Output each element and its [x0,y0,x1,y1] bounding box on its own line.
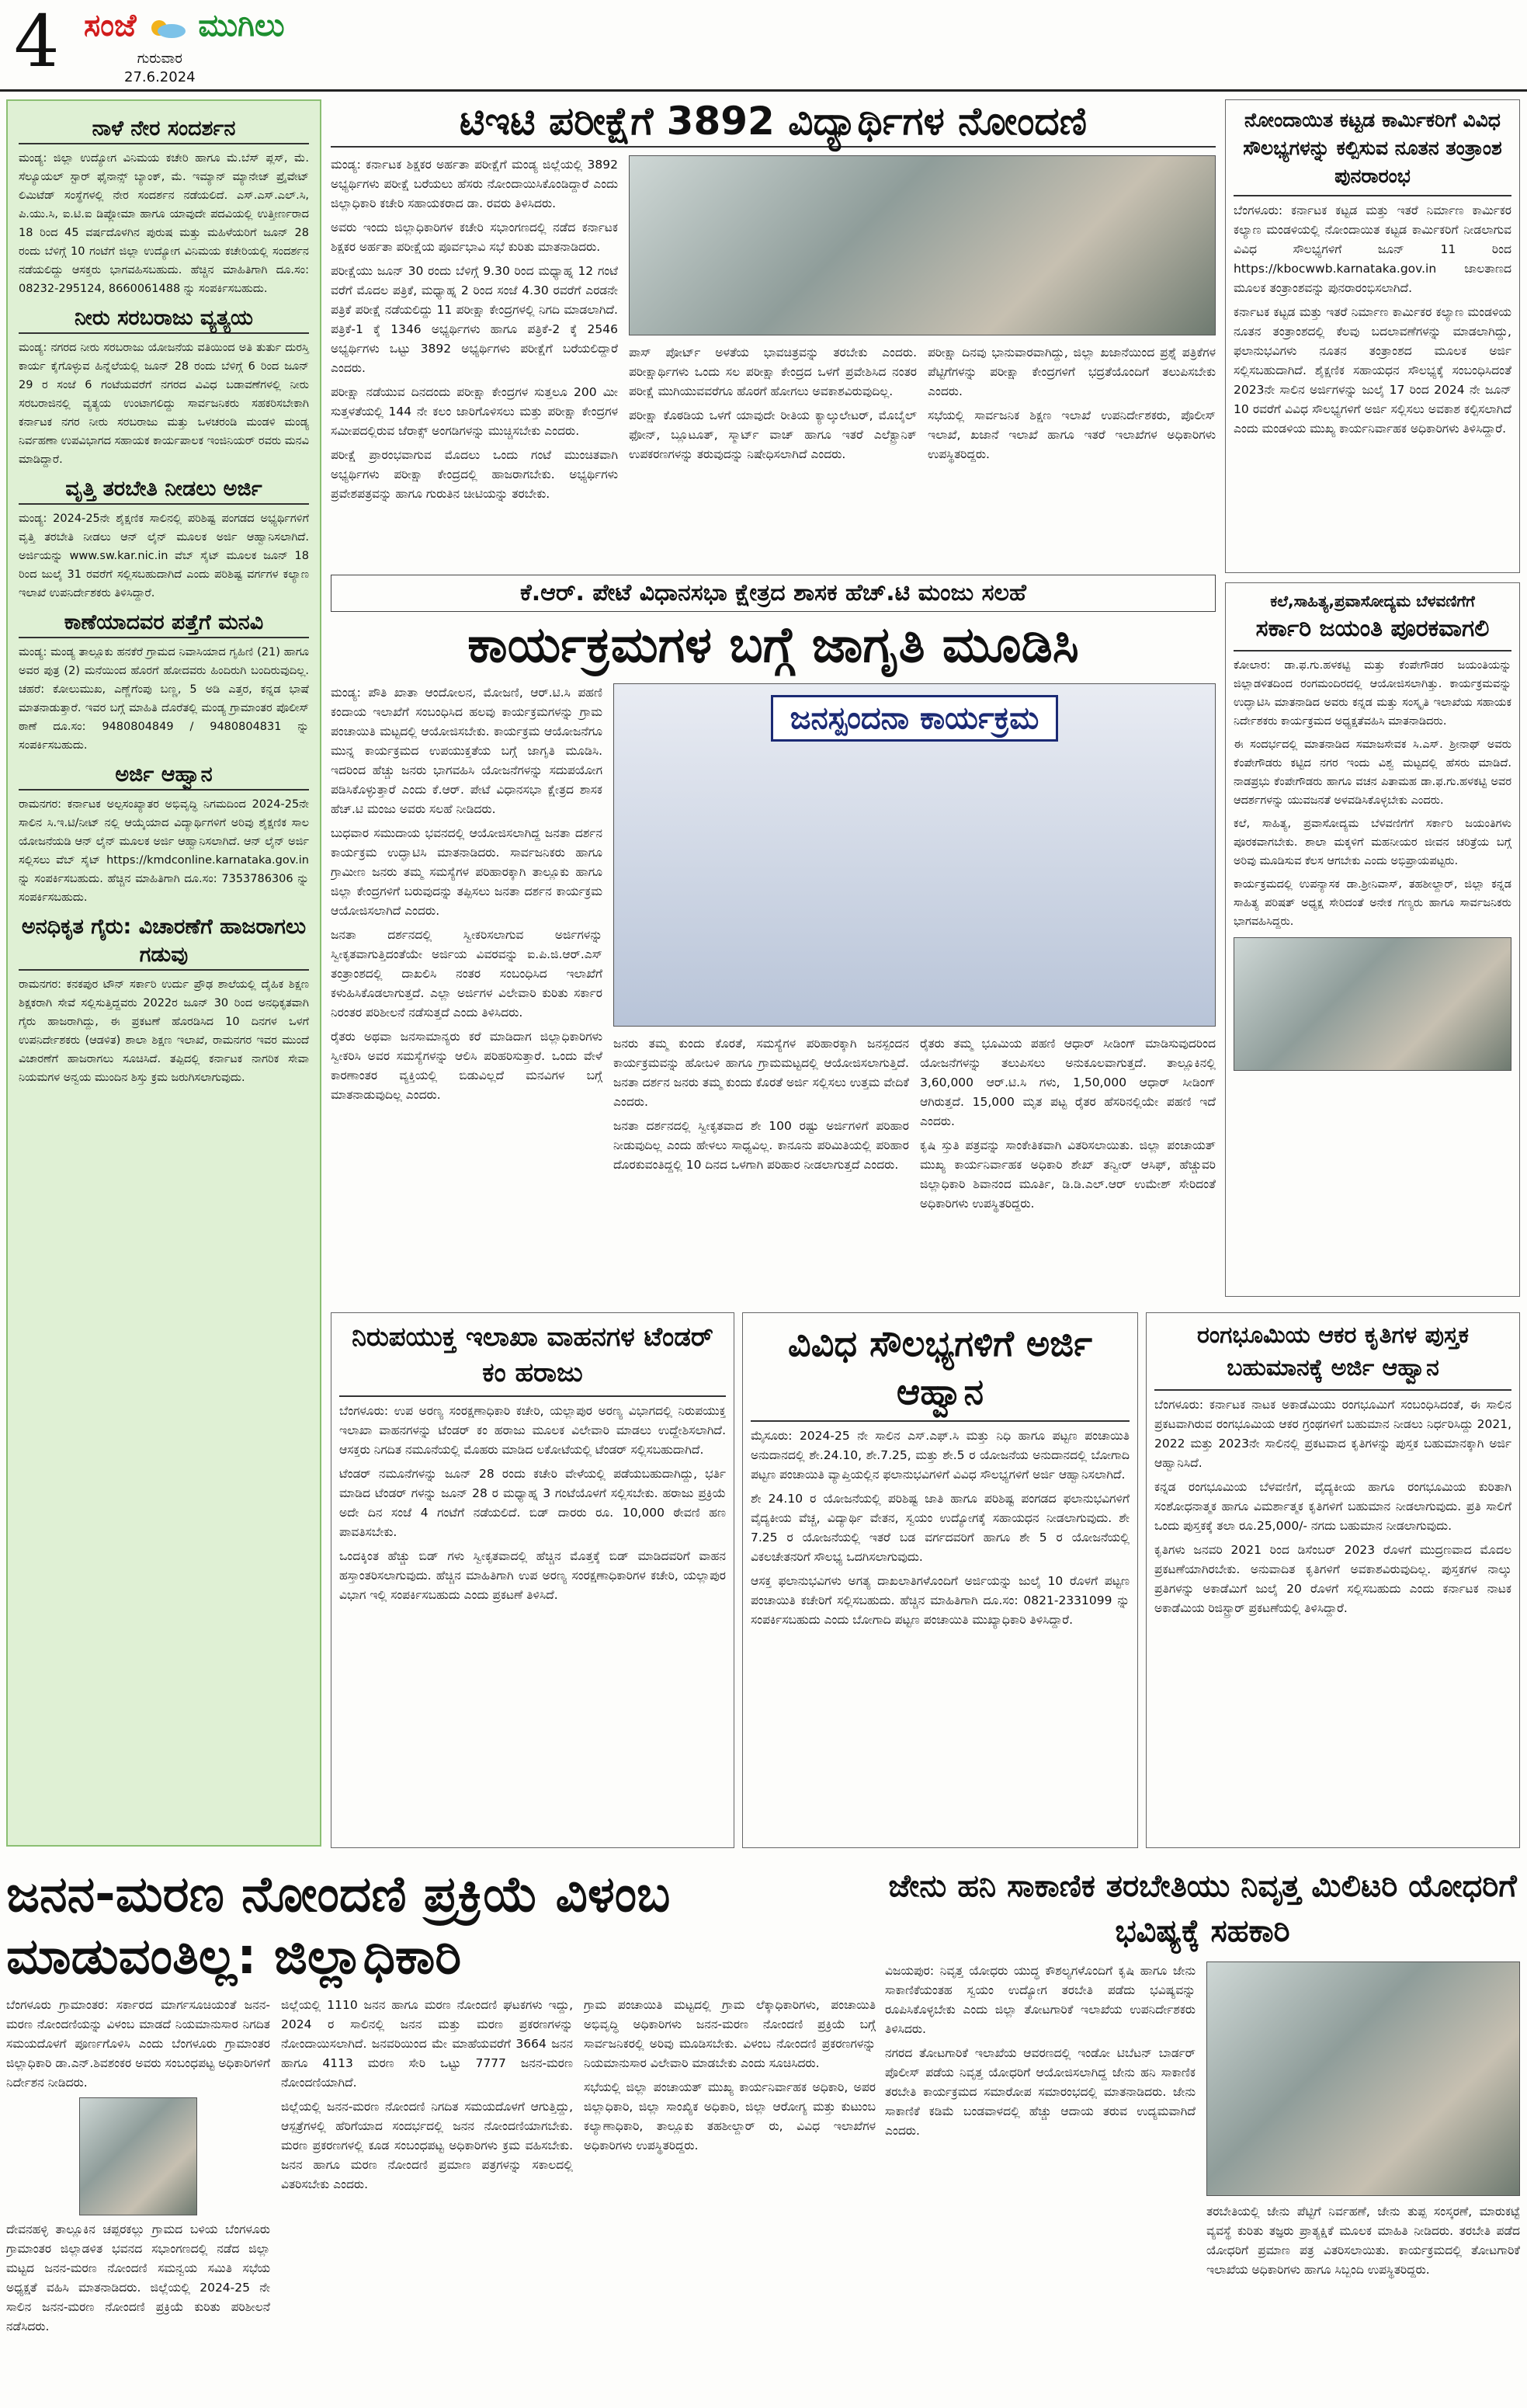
article-birth-death [6,1864,876,2399]
masthead-dateline [124,50,196,87]
article-paragraph: ಪರೀಕ್ಷಾ ಕೊಠಡಿಯ ಒಳಗೆ ಯಾವುದೇ ರೀತಿಯ ಕ್ಯಾಲ್ಕುಲೇಟರ್, ಮೊಬೈಲ್ ಫೋನ್, ಬ್ಲೂಟೂತ್, ಸ್ಮಾರ್ಟ್ ವಾಚ್ ಹಾಗೂ ಇತರೆ ಎಲೆಕ್ಟ್ರಾನಿಕ್ ಉಪಕರಣಗಳನ್ನು ತರುವುದನ್ನು ನಿಷೇಧಿಸಲಾಗಿದೆ ಎಂದರು. [629,408,917,461]
article-paragraph: ಗ್ರಾಮ ಪಂಚಾಯಿತಿ ಮಟ್ಟದಲ್ಲಿ ಗ್ರಾಮ ಲೆಕ್ಕಾಧಿಕಾರಿಗಳು, ಪಂಚಾಯಿತಿ ಅಭಿವೃದ್ಧಿ ಅಧಿಕಾರಿಗಳು ಜನನ-ಮರಣ ನೋಂದಣಿ ಪ್ರಕ್ರಿಯೆ ಬಗ್ಗೆ ಸಾರ್ವಜನಿಕರಲ್ಲಿ ಅರಿವು ಮೂಡಿಸಬೇಕು. ವಿಳಂಬ ನೋಂದಣಿ ಪ್ರಕರಣಗಳನ್ನು ನಿಯಮಾನುಸಾರ ವಿಲೇವಾರಿ ಮಾಡಬೇಕು ಎಂದು ಸೂಚಿಸಿದರು. [584,1998,876,2070]
brief-item [19,475,309,603]
brief-body: ರಾಮನಗರ: ಕರ್ನಾಟಕ ಅಲ್ಪಸಂಖ್ಯಾತರ ಅಭಿವೃದ್ಧಿ ನಿಗಮದಿಂದ 2024-25ನೇ ಸಾಲಿನ ಸಿ.ಇ.ಟಿ/ನೀಟ್ ನಲ್ಲಿ ಆಯ್ಕೆಯಾದ ವಿದ್ಯಾರ್ಥಿಗಳಿಗೆ ಅರಿವು ಶೈಕ್ಷಣಿಕ ಸಾಲ ಯೋಜನೆಯಡಿ ಆನ್ ಲೈನ್ ಮೂಲಕ ಅರ್ಜಿ ಆಹ್ವಾನಿಸಲಾಗಿದೆ. ಆನ್ ಲೈನ್ ಅರ್ಜಿ ಸಲ್ಲಿಸಲು ವೆಬ್ ಸೈಟ್ https://kmdconline.karnataka.gov.in ನ್ನು ಸಂಪರ್ಕಿಸಬಹುದು. ಹೆಚ್ಚಿನ ಮಾಹಿತಿಗಾಗಿ ದೂ.ಸಂ: 7353786306 ನ್ನು ಸಂಪರ್ಕಿಸಬಹುದು. [19,798,309,904]
article-tet [331,96,1216,562]
rule [339,1395,726,1397]
brief-title: ಅನಧಿಕೃತ ಗೈರು: ವಿಚಾರಣೆಗೆ ಹಾಜರಾಗಲು ಗಡುವು [19,913,309,971]
article-paragraph: ತರಬೇತಿಯಲ್ಲಿ ಜೇನು ಪೆಟ್ಟಿಗೆ ನಿರ್ವಹಣೆ, ಜೇನು ತುಪ್ಪ ಸಂಸ್ಕರಣೆ, ಮಾರುಕಟ್ಟೆ ವ್ಯವಸ್ಥೆ ಕುರಿತು ತಜ್ಞರು ಪ್ರಾತ್ಯಕ್ಷಿಕೆ ಮೂಲಕ ಮಾಹಿತಿ ನೀಡಿದರು. ತರಬೇತಿ ಪಡೆದ ಯೋಧರಿಗೆ ಪ್ರಮಾಣ ಪತ್ರ ವಿತರಿಸಲಾಯಿತು. ಕಾರ್ಯಕ್ರಮದಲ್ಲಿ ತೋಟಗಾರಿಕೆ ಇಲಾಖೆಯ ಅಧಿಕಾರಿಗಳು ಹಾಗೂ ಸಿಬ್ಬಂದಿ ಉಪಸ್ಥಿತರಿದ್ದರು. [1206,2205,1520,2277]
article-paragraph: ಆಸಕ್ತ ಫಲಾನುಭವಿಗಳು ಅಗತ್ಯ ದಾಖಲಾತಿಗಳೊಂದಿಗೆ ಅರ್ಜಿಯನ್ನು ಜುಲೈ 10 ರೊಳಗೆ ಪಟ್ಟಣ ಪಂಚಾಯಿತಿ ಕಚೇರಿಗೆ ಸಲ್ಲಿಸಬಹುದು. ಹೆಚ್ಚಿನ ಮಾಹಿತಿಗಾಗಿ ದೂ.ಸಂ: 0821-2331099 ನ್ನು ಸಂಪರ್ಕಿಸಬಹುದು ಎಂದು ಬೋಗಾದಿ ಪಟ್ಟಣ ಪಂಚಾಯಿತಿ ಮುಖ್ಯಾಧಿಕಾರಿ ತಿಳಿಸಿದ್ದಾರೆ. [751,1574,1130,1627]
article-paragraph: ಮಂಡ್ಯ: ಪೌತಿ ಖಾತಾ ಆಂದೋಲನ, ಮೋಜಣಿ, ಆರ್.ಟಿ.ಸಿ ಪಹಣಿ ಕಂದಾಯ ಇಲಾಖೆಗೆ ಸಂಬಂಧಿಸಿದ ಹಲವು ಕಾರ್ಯಕ್ರಮಗಳನ್ನು ಗ್ರಾಮ ಪಂಚಾಯಿತಿ ಮಟ್ಟದಲ್ಲಿ ಆಯೋಜಿಸಬೇಕು. ಕಾರ್ಯಕ್ರಮ ಆಯೋಜನೆಗೂ ಮುನ್ನ ಕಾರ್ಯಕ್ರಮದ ಉಪಯುಕ್ತತೆಯ ಬಗ್ಗೆ ಜಾಗೃತಿ ಮೂಡಿಸಿ. ಇದರಿಂದ ಹೆಚ್ಚು ಜನರು ಭಾಗವಹಿಸಿ ಯೋಜನೆಗಳನ್ನು ಸದುಪಯೋಗ ಪಡಿಸಿಕೊಳ್ಳುತ್ತಾರೆ ಎಂದು ಕೆ.ಆರ್. ಪೇಟೆ ವಿಧಾನಸಭಾ ಕ್ಷೇತ್ರದ ಶಾಸಕ ಹೆಚ್.ಟಿ ಮಂಜು ಅವರು ಸಲಹೆ ನೀಡಿದರು. [331,686,602,816]
article-paragraph: ಸಭೆಯಲ್ಲಿ ಸಾರ್ವಜನಿಕ ಶಿಕ್ಷಣ ಇಲಾಖೆ ಉಪನಿರ್ದೇಶಕರು, ಪೊಲೀಸ್ ಇಲಾಖೆ, ಖಜಾನೆ ಇಲಾಖೆ ಹಾಗೂ ಇತರೆ ಇಲಾಖೆಗಳ ಅಧಿಕಾರಿಗಳು ಉಪಸ್ಥಿತರಿದ್ದರು. [928,408,1216,461]
article-jayanti [1225,582,1520,1297]
logo-word-left: ಸಂಜೆ [84,8,137,43]
rule [1234,195,1511,196]
article-paragraph: ರೈತರು ತಮ್ಮ ಭೂಮಿಯ ಪಹಣಿ ಆಧಾರ್ ಸೀಡಿಂಗ್ ಮಾಡಿಸುವುದರಿಂದ ಯೋಜನೆಗಳನ್ನು ತಲುಪಿಸಲು ಅನುಕೂಲವಾಗುತ್ತದೆ. ತಾಲ್ಲೂಕಿನಲ್ಲಿ 3,60,000 ಆರ್.ಟಿ.ಸಿ ಗಳು, 1,50,000 ಆಧಾರ್ ಸೀಡಿಂಗ್ ಆಗಿರುತ್ತದೆ. 15,000 ಮೃತ ಪಟ್ಟ ರೈತರ ಹೆಸರಿನಲ್ಲಿಯೇ ಪಹಣಿ ಇದೆ ಎಂದರು. [920,1037,1216,1128]
article-tender [331,1312,734,1848]
collector-portrait [79,2097,197,2215]
article-headline: ವಿವಿಧ ಸೌಲಭ್ಯಗಳಿಗೆ ಅರ್ಜಿ ಆಹ್ವಾನ [788,1322,1092,1412]
article-paragraph: ಕಾರ್ಯಕ್ರಮದಲ್ಲಿ ಉಪನ್ಯಾಸಕ ಡಾ.ಶ್ರೀನಿವಾಸ್, ತಹಶೀಲ್ದಾರ್, ಜಿಲ್ಲಾ ಕನ್ನಡ ಸಾಹಿತ್ಯ ಪರಿಷತ್ ಅಧ್ಯಕ್ಷ ಸೇರಿದಂತೆ ಅನೇಕ ಗಣ್ಯರು ಹಾಗೂ ಸಾರ್ವಜನಿಕರು ಭಾಗವಹಿಸಿದ್ದರು. [1234,878,1511,928]
article-paragraph: ಜಿಲ್ಲೆಯಲ್ಲಿ ಜನನ-ಮರಣ ನೋಂದಣಿ ನಿಗದಿತ ಸಮಯದೊಳಗೆ ಆಗುತ್ತಿದ್ದು, ಆಸ್ಪತ್ರೆಗಳಲ್ಲಿ ಹೆರಿಗೆಯಾದ ಸಂದರ್ಭದಲ್ಲಿ ಜನನ ನೋಂದಣಿಯಾಗಬೇಕು. ಮರಣ ಪ್ರಕರಣಗಳಲ್ಲಿ ಕೂಡ ಸಂಬಂಧಪಟ್ಟ ಅಧಿಕಾರಿಗಳು ಕ್ರಮ ವಹಿಸಬೇಕು. ಜನನ ಹಾಗೂ ಮರಣ ನೋಂದಣಿ ಪ್ರಮಾಣ ಪತ್ರಗಳನ್ನು ಸಕಾಲದಲ್ಲಿ ವಿತರಿಸಬೇಕು ಎಂದರು. [281,2100,573,2191]
training-photo [1206,1961,1520,2196]
brief-title: ನಾಳೆ ನೇರ ಸಂದರ್ಶನ [19,115,309,144]
article-headline: ಸರ್ಕಾರಿ ಜಯಂತಿ ಪೂರಕವಾಗಲಿ [1255,615,1490,642]
brief-item [19,115,309,298]
brief-item [19,304,309,469]
event-banner-text: ಜನಸ್ಪಂದನಾ ಕಾರ್ಯಕ್ರಮ [771,695,1059,742]
article-paragraph: ಪರೀಕ್ಷಾ ದಿನವು ಭಾನುವಾರವಾಗಿದ್ದು, ಜಿಲ್ಲಾ ಖಜಾನೆಯಿಂದ ಪ್ರಶ್ನೆ ಪತ್ರಿಕೆಗಳ ಪೆಟ್ಟಿಗೆಗಳನ್ನು ಪರೀಕ್ಷಾ ಕೇಂದ್ರಗಳಿಗೆ ಭದ್ರತೆಯೊಂದಿಗೆ ತಲುಪಿಸಬೇಕು ಎಂದರು. [928,346,1216,398]
article-paragraph: ಮಂಡ್ಯ: ಕರ್ನಾಟಕ ಶಿಕ್ಷಕರ ಅರ್ಹತಾ ಪರೀಕ್ಷೆಗೆ ಮಂಡ್ಯ ಜಿಲ್ಲೆಯಲ್ಲಿ 3892 ಅಭ್ಯರ್ಥಿಗಳು ಪರೀಕ್ಷೆ ಬರೆಯಲು ಹೆಸರು ನೋಂದಾಯಿಸಿಕೊಂಡಿದ್ದಾರೆ ಎಂದು ಜಿಲ್ಲಾಧಿಕಾರಿ ಕಚೇರಿ ಸಹಾಯಕರಾದ ಡಾ. ರವರು ತಿಳಿಸಿದರು. [331,158,618,210]
article-paragraph: ಬೆಂಗಳೂರು ಗ್ರಾಮಾಂತರ: ಸರ್ಕಾರದ ಮಾರ್ಗಸೂಚಿಯಂತೆ ಜನನ-ಮರಣ ನೋಂದಣಿಯನ್ನು ವಿಳಂಬ ಮಾಡದೆ ನಿಯಮಾನುಸಾರ ನಿಗದಿತ ಸಮಯದೊಳಗೆ ಪೂರ್ಣಗೊಳಿಸಿ ಎಂದು ಬೆಂಗಳೂರು ಗ್ರಾಮಾಂತರ ಜಿಲ್ಲಾಧಿಕಾರಿ ಡಾ.ಎನ್.ಶಿವಶಂಕರ ಅವರು ಸಂಬಂಧಪಟ್ಟ ಅಧಿಕಾರಿಗಳಿಗೆ ನಿರ್ದೇಶನ ನೀಡಿದರು. [6,1998,270,2090]
article-paragraph: ಕನ್ನಡ ರಂಗಭೂಮಿಯ ಬೆಳವಣಿಗೆ, ವೈದ್ಯಕೀಯ ಹಾಗೂ ರಂಗಭೂಮಿಯ ಕುರಿತಾಗಿ ಸಂಶೋಧನಾತ್ಮಕ ಹಾಗೂ ವಿಮರ್ಶಾತ್ಮಕ ಕೃತಿಗಳಿಗೆ ಬಹುಮಾನ ನೀಡಲಾಗುವುದು. ಪ್ರತಿ ಸಾಲಿಗೆ ಒಂದು ಪುಸ್ತಕಕ್ಕೆ ತಲಾ ರೂ.25,000/- ನಗದು ಬಹುಮಾನ ನೀಡಲಾಗುವುದು. [1154,1480,1511,1533]
article-paragraph: ಜನತಾ ದರ್ಶನದಲ್ಲಿ ಸ್ವೀಕೃತವಾದ ಶೇ 100 ರಷ್ಟು ಅರ್ಜಿಗಳಿಗೆ ಪರಿಹಾರ ನೀಡುವುದಿಲ್ಲ ಎಂದು ಹೇಳಲು ಸಾಧ್ಯವಿಲ್ಲ. ಕಾನೂನು ಪರಿಮಿತಿಯಲ್ಲಿ ಪರಿಹಾರ ದೊರಕುವಂತಿದ್ದಲ್ಲಿ 10 ದಿನದ ಒಳಗಾಗಿ ಪರಿಹಾರ ನೀಡಲಾಗುತ್ತದೆ ಎಂದರು. [613,1119,909,1172]
article-paragraph: ದೇವನಹಳ್ಳಿ ತಾಲ್ಲೂಕಿನ ಚಪ್ಪರಕಲ್ಲು ಗ್ರಾಮದ ಬಳಿಯ ಬೆಂಗಳೂರು ಗ್ರಾಮಾಂತರ ಜಿಲ್ಲಾಡಳಿತ ಭವನದ ಸಭಾಂಗಣದಲ್ಲಿ ನಡೆದ ಜಿಲ್ಲಾ ಮಟ್ಟದ ಜನನ-ಮರಣ ನೋಂದಣಿ ಸಮನ್ವಯ ಸಮಿತಿ ಸಭೆಯ ಅಧ್ಯಕ್ಷತೆ ವಹಿಸಿ ಮಾತನಾಡಿದರು. ಜಿಲ್ಲೆಯಲ್ಲಿ 2024-25 ನೇ ಸಾಲಿನ ಜನನ-ಮರಣ ನೋಂದಣಿ ಪ್ರಕ್ರಿಯೆ ಕುರಿತು ಪರಿಶೀಲನೆ ನಡೆಸಿದರು. [6,2222,270,2333]
article-paragraph: ಕೃತಿಗಳು ಜನವರಿ 2021 ರಿಂದ ಡಿಸೆಂಬರ್ 2023 ರೊಳಗೆ ಮುದ್ರಣವಾದ ಮೊದಲ ಪ್ರಕಟಣೆಯಾಗಿರಬೇಕು. ಅನುವಾದಿತ ಕೃತಿಗಳಿಗೆ ಅವಕಾಶವಿರುವುದಿಲ್ಲ. ಪುಸ್ತಕಗಳ ನಾಲ್ಕು ಪ್ರತಿಗಳನ್ನು ಅಕಾಡೆಮಿಗೆ ಜುಲೈ 20 ರೊಳಗೆ ಸಲ್ಲಿಸಬಹುದು ಎಂದು ಕರ್ನಾಟಕ ನಾಟಕ ಅಕಾಡೆಮಿಯ ರಿಜಿಸ್ಟ್ರಾರ್ ಪ್ರಕಟಣೆಯಲ್ಲಿ ತಿಳಿಸಿದ್ದಾರೆ. [1154,1543,1511,1615]
event-photo [613,683,1216,1027]
article-paragraph: ಅವರು ಇಂದು ಜಿಲ್ಲಾಧಿಕಾರಿಗಳ ಕಚೇರಿ ಸಭಾಂಗಣದಲ್ಲಿ ನಡೆದ ಕರ್ನಾಟಕ ಶಿಕ್ಷಕರ ಅರ್ಹತಾ ಪರೀಕ್ಷೆಯ ಪೂರ್ವಭಾವಿ ಸಭೆ ಕುರಿತು ಮಾತನಾಡಿದರು. [331,221,618,254]
masthead [0,0,1527,92]
brief-item [19,609,309,755]
issue-date: 27.6.2024 [124,69,196,85]
ceremony-photo [1234,937,1511,1071]
brief-title: ಅರ್ಜಿ ಆಹ್ವಾನ [19,761,309,791]
article-paragraph: ವಿಜಯಪುರ: ನಿವೃತ್ತ ಯೋಧರು ಯುದ್ಧ ಕೌಶಲ್ಯಗಳೊಂದಿಗೆ ಕೃಷಿ ಹಾಗೂ ಜೇನು ಸಾಕಾಣಿಕೆಯಂತಹ ಸ್ವಯಂ ಉದ್ಯೋಗ ತರಬೇತಿ ಪಡೆದು ಭವಿಷ್ಯವನ್ನು ರೂಪಿಸಿಕೊಳ್ಳಬೇಕು ಎಂದು ಜಿಲ್ಲಾ ತೋಟಗಾರಿಕೆ ಇಲಾಖೆಯ ಉಪನಿರ್ದೇಶಕರು ತಿಳಿಸಿದರು. [885,1964,1196,2036]
rule [1234,650,1511,652]
news-briefs-sidebar [6,99,321,1847]
article-headline: ನಿರುಪಯುಕ್ತ ಇಲಾಖಾ ವಾಹನಗಳ ಟೆಂಡರ್ ಕಂ ಹರಾಜು [352,1322,713,1388]
article-kr-pete [331,575,1216,1305]
article-headline: ನೋಂದಾಯಿತ ಕಟ್ಟಡ ಕಾರ್ಮಿಕರಿಗೆ ವಿವಿಧ ಸೌಲಭ್ಯಗಳನ್ನು ಕಲ್ಪಿಸುವ ನೂತನ ತಂತ್ರಾಂಶ ಪುನರಾರಂಭ [1243,109,1502,187]
article-paragraph: ಕೃಷಿ ಸ್ತುತಿ ಪತ್ರವನ್ನು ಸಾಂಕೇತಿಕವಾಗಿ ವಿತರಿಸಲಾಯಿತು. ಜಿಲ್ಲಾ ಪಂಚಾಯತ್ ಮುಖ್ಯ ಕಾರ್ಯನಿರ್ವಾಹಕ ಅಧಿಕಾರಿ ಶೇಖ್ ತನ್ವೀರ್ ಆಸಿಫ್, ಹೆಚ್ಚುವರಿ ಜಿಲ್ಲಾಧಿಕಾರಿ ಶಿವಾನಂದ ಮೂರ್ತಿ, ಡಿ.ಡಿ.ಎಲ್.ಆರ್ ಉಮೇಶ್ ಸೇರಿದಂತೆ ಅಧಿಕಾರಿಗಳು ಉಪಸ್ಥಿತರಿದ್ದರು. [920,1138,1216,1211]
brief-body: ಮಂಡ್ಯ: ಜಿಲ್ಲಾ ಉದ್ಯೋಗ ವಿನಿಮಯ ಕಚೇರಿ ಹಾಗೂ ಮೆ.ಬೆಸ್ ಪ್ಲಸ್, ಮೆ. ಸೆಲ್ಯೂಯಲ್ ಸ್ಟಾರ್ ಫೈನಾನ್ಸ್ ಬ್ಯಾಂಕ್, ಮೆ. ಇಮ್ಯಾನ್ ಮ್ಯಾನೇಜ್ ಪ್ರೈವೇಟ್ ಲಿಮಿಟೆಡ್ ಸಂಸ್ಥೆಗಳಲ್ಲಿ ನೇರ ಸಂದರ್ಶನ ನಡೆಯಲಿದೆ. ಎಸ್.ಎಸ್.ಎಲ್.ಸಿ, ಪಿ.ಯು.ಸಿ, ಐ.ಟಿ.ಐ ಡಿಪ್ಲೋಮಾ ಹಾಗೂ ಯಾವುದೇ ಪದವಿಯಲ್ಲಿ ಉತ್ತೀರ್ಣರಾದ 18 ರಿಂದ 45 ವರ್ಷದೊಳಗಿನ ಪುರುಷ ಮತ್ತು ಮಹಿಳೆಯರಿಗೆ ಜೂನ್ 28 ರಂದು ಬೆಳಿಗ್ಗೆ 10 ಗಂಟೆಗೆ ಜಿಲ್ಲಾ ಉದ್ಯೋಗ ವಿನಿಮಯ ಕಚೇರಿಯಲ್ಲಿ ಸಂದರ್ಶನ ನಡೆಯಲಿದ್ದು ಆಸಕ್ತರು ಭಾಗವಹಿಸಬಹುದು. ಹೆಚ್ಚಿನ ಮಾಹಿತಿಗಾಗಿ ದೂ.ಸಂ: 08232-295124, 8660061488 ನ್ನು ಸಂಪರ್ಕಿಸಬಹುದು. [19,152,309,295]
article-paragraph: ನಗರದ ತೋಟಗಾರಿಕೆ ಇಲಾಖೆಯ ಆವರಣದಲ್ಲಿ ಇಂಡೋ ಟಿಬೆಟನ್ ಬಾರ್ಡರ್ ಪೊಲೀಸ್ ಪಡೆಯ ನಿವೃತ್ತ ಯೋಧರಿಗೆ ಆಯೋಜಿಸಲಾಗಿದ್ದ ಜೇನು ಹನಿ ಸಾಕಾಣಿಕ ತರಬೇತಿ ಕಾರ್ಯಕ್ರಮದ ಸಮಾರೋಪ ಸಮಾರಂಭದಲ್ಲಿ ಮಾತನಾಡಿದರು. ಜೇನು ಸಾಕಾಣಿಕೆ ಕಡಿಮೆ ಬಂಡವಾಳದಲ್ಲಿ ಹೆಚ್ಚು ಆದಾಯ ತರುವ ಉದ್ಯಮವಾಗಿದೆ ಎಂದರು. [885,2046,1196,2138]
logo-word-right: ಮುಗಿಲು [198,8,285,43]
newspaper-logo [84,6,317,45]
article-headline: ರಂಗಭೂಮಿಯ ಆಕರ ಕೃತಿಗಳ ಪುಸ್ತಕ ಬಹುಮಾನಕ್ಕೆ ಅರ್ಜಿ ಆಹ್ವಾನ [1196,1322,1470,1381]
article-paragraph: ಜನತಾ ದರ್ಶನದಲ್ಲಿ ಸ್ವೀಕರಿಸಲಾಗುವ ಅರ್ಜಿಗಳನ್ನು ಸ್ವೀಕೃತವಾಗುತ್ತಿದಂತೆಯೇ ಅರ್ಜಿಯ ವಿವರವನ್ನು ಐ.ಪಿ.ಜಿ.ಆರ್.ಎಸ್ ತಂತ್ರಾಂಶದಲ್ಲಿ ದಾಖಲಿಸಿ ನಂತರ ಸಂಬಂಧಿಸಿದ ಇಲಾಖೆಗೆ ಕಳುಹಿಸಿಕೊಡಲಾಗುತ್ತದೆ. ಎಲ್ಲಾ ಅರ್ಜಿಗಳ ವಿಲೇವಾರಿ ಕುರಿತು ಸರ್ಕಾರ ನಿರಂತರ ಪರಿಶೀಲನೆ ನಡೆಸುತ್ತದೆ ಎಂದು ತಿಳಿಸಿದರು. [331,928,602,1020]
brief-body: ಮಂಡ್ಯ: 2024-25ನೇ ಶೈಕ್ಷಣಿಕ ಸಾಲಿನಲ್ಲಿ ಪರಿಶಿಷ್ಟ ಪಂಗಡದ ಅಭ್ಯರ್ಥಿಗಳಿಗೆ ವೃತ್ತಿ ತರಬೇತಿ ನೀಡಲು ಆನ್ ಲೈನ್ ಮೂಲಕ ಅರ್ಜಿ ಆಹ್ವಾನಿಸಲಾಗಿದೆ. ಅರ್ಜಿಯನ್ನು www.sw.kar.nic.in ವೆಬ್ ಸೈಟ್ ಮೂಲಕ ಜೂನ್ 18 ರಿಂದ ಜುಲೈ 31 ರವರೆಗೆ ಸಲ್ಲಿಸಬಹುದಾಗಿದೆ ಎಂದು ಪರಿಶಿಷ್ಟ ವರ್ಗಗಳ ಕಲ್ಯಾಣ ಇಲಾಖೆ ಉಪನಿರ್ದೇಶಕರು ತಿಳಿಸಿದ್ದಾರೆ. [19,513,309,599]
weekday: ಗುರುವಾರ [137,50,182,67]
page-number: 4 [14,0,60,83]
brief-title: ವೃತ್ತಿ ತರಬೇತಿ ನೀಡಲು ಅರ್ಜಿ [19,475,309,505]
brief-item [19,913,309,1087]
article-paragraph: ಕೋಲಾರ: ಡಾ.ಫ.ಗು.ಹಳಕಟ್ಟಿ ಮತ್ತು ಕೆಂಪೇಗೌಡರ ಜಯಂತಿಯನ್ನು ಜಿಲ್ಲಾಡಳಿತದಿಂದ ರಂಗಮಂದಿರದಲ್ಲಿ ಆಯೋಜಿಸಲಾಗಿತ್ತು. ಕಾರ್ಯಕ್ರಮವನ್ನು ಉದ್ಘಾಟಿಸಿ ಮಾತನಾಡಿದ ಅವರು ಕನ್ನಡ ಮತ್ತು ಸಂಸ್ಕೃತಿ ಇಲಾಖೆಯ ಸಹಾಯಕ ನಿರ್ದೇಶಕರು ಕಾರ್ಯಕ್ರಮದ ಅಧ್ಯಕ್ಷತೆವಹಿಸಿ ಮಾತನಾಡಿದರು. [1234,659,1511,728]
article-welfare [1225,99,1520,573]
article-paragraph: ಬೆಂಗಳೂರು: ಕರ್ನಾಟಕ ಕಟ್ಟಡ ಮತ್ತು ಇತರೆ ನಿರ್ಮಾಣ ಕಾರ್ಮಿಕರ ಕಲ್ಯಾಣ ಮಂಡಳಿಯಲ್ಲಿ ನೋಂದಾಯಿತ ಕಟ್ಟಡ ಕಾರ್ಮಿಕರಿಗೆ ನೀಡಲಾಗುವ ವಿವಿಧ ಸೌಲಭ್ಯಗಳಿಗೆ ಜೂನ್ 11 ರಿಂದ https://kbocwwb.karnataka.gov.in ಜಾಲತಾಣದ ಮೂಲಕ ತಂತ್ರಾಂಶವನ್ನು ಪುನರಾರಂಭಿಸಲಾಗಿದೆ. [1234,203,1511,295]
rule [331,146,1216,148]
article-paragraph: ಪಾಸ್ ಪೋರ್ಟ್ ಅಳತೆಯ ಭಾವಚಿತ್ರವನ್ನು ತರಬೇಕು ಎಂದರು. ಪರೀಕ್ಷಾರ್ಥಿಗಳು ಒಂದು ಸಲ ಪರೀಕ್ಷಾ ಕೇಂದ್ರದ ಒಳಗೆ ಪ್ರವೇಶಿಸಿದ ನಂತರ ಪರೀಕ್ಷೆ ಮುಗಿಯುವವರೆಗೂ ಹೊರಗೆ ಹೋಗಲು ಅವಕಾಶವಿರುವುದಿಲ್ಲ. [629,346,917,398]
article-paragraph: ಕರ್ನಾಟಕ ಕಟ್ಟಡ ಮತ್ತು ಇತರೆ ನಿರ್ಮಾಣ ಕಾರ್ಮಿಕರ ಕಲ್ಯಾಣ ಮಂಡಳಿಯ ನೂತನ ತಂತ್ರಾಂಶದಲ್ಲಿ ಕೆಲವು ಬದಲಾವಣೆಗಳನ್ನು ಮಾಡಲಾಗಿದ್ದು, ಫಲಾನುಭವಿಗಳು ನೂತನ ತಂತ್ರಾಂಶದ ಮೂಲಕ ಅರ್ಜಿ ಸಲ್ಲಿಸಬಹುದಾಗಿದೆ. ಶೈಕ್ಷಣಿಕ ಸಹಾಯಧನ ಸೌಲಭ್ಯಕ್ಕೆ ಸಂಬಂಧಿಸಿದಂತೆ 2023ನೇ ಸಾಲಿನ ಅರ್ಜಿಗಳನ್ನು ಜುಲೈ 17 ರಿಂದ 2024 ನೇ ಜೂನ್ 10 ರವರೆಗೆ ವಿವಿಧ ಸೌಲಭ್ಯಗಳಿಗೆ ಅರ್ಜಿ ಸಲ್ಲಿಸಲು ಅವಕಾಶ ಕಲ್ಪಿಸಲಾಗಿದೆ ಎಂದು ಮಂಡಳಿಯ ಮುಖ್ಯ ಕಾರ್ಯನಿರ್ವಾಹಕ ಅಧಿಕಾರಿಗಳು ತಿಳಿಸಿದ್ದಾರೆ. [1234,305,1511,436]
article-paragraph: ಮೈಸೂರು: 2024-25 ನೇ ಸಾಲಿನ ಎಸ್.ಎಫ್.ಸಿ ಮತ್ತು ನಿಧಿ ಹಾಗೂ ಪಟ್ಟಣ ಪಂಚಾಯಿತಿ ಅನುದಾನದಲ್ಲಿ ಶೇ.24.10, ಶೇ.7.25, ಮತ್ತು ಶೇ.5 ರ ಯೋಜನೆಯ ಅನುದಾನದಲ್ಲಿ ಬೋಗಾದಿ ಪಟ್ಟಣ ಪಂಚಾಯಿತಿ ವ್ಯಾಪ್ತಿಯಲ್ಲಿನ ಫಲಾನುಭವಿಗಳಿಗೆ ವಿವಿಧ ಸೌಲಭ್ಯಗಳಿಗೆ ಅರ್ಜಿ ಆಹ್ವಾನಿಸಲಾಗಿದೆ. [751,1429,1130,1482]
article-paragraph: ಟೆಂಡರ್ ನಮೂನೆಗಳನ್ನು ಜೂನ್ 28 ರಂದು ಕಚೇರಿ ವೇಳೆಯಲ್ಲಿ ಪಡೆಯಬಹುದಾಗಿದ್ದು, ಭರ್ತಿ ಮಾಡಿದ ಟೆಂಡರ್ ಗಳನ್ನು ಜೂನ್ 28 ರ ಮಧ್ಯಾಹ್ನ 3 ಗಂಟೆಯೊಳಗೆ ಸಲ್ಲಿಸಬೇಕು. ಹರಾಜು ಪ್ರಕ್ರಿಯೆ ಅದೇ ದಿನ ಸಂಜೆ 4 ಗಂಟೆಗೆ ನಡೆಯಲಿದೆ. ಬಿಡ್ ದಾರರು ರೂ. 10,000 ಠೇವಣಿ ಹಣ ಪಾವತಿಸಬೇಕು. [339,1467,726,1539]
article-paragraph: ಈ ಸಂದರ್ಭದಲ್ಲಿ ಮಾತನಾಡಿದ ಸಮಾಜಸೇವಕ ಸಿ.ಎಸ್. ಶ್ರೀನಾಥ್ ಅವರು ಕೆಂಪೇಗೌಡರು ಕಟ್ಟಿದ ನಗರ ಇಂದು ವಿಶ್ವ ಮಟ್ಟದಲ್ಲಿ ಹೆಸರು ಮಾಡಿದೆ. ನಾಡಪ್ರಭು ಕೆಂಪೇಗೌಡರು ಹಾಗೂ ವಚನ ಪಿತಾಮಹ ಡಾ.ಫ.ಗು.ಹಳಕಟ್ಟಿ ಅವರ ಆದರ್ಶಗಳನ್ನು ಯುವಜನತೆ ಅಳವಡಿಸಿಕೊಳ್ಳಬೇಕು ಎಂದರು. [1234,738,1511,807]
article-headline: ಕಾರ್ಯಕ್ರಮಗಳ ಬಗ್ಗೆ ಜಾಗೃತಿ ಮೂಡಿಸಿ [467,617,1079,674]
article-paragraph: ಜನರು ತಮ್ಮ ಕುಂದು ಕೊರತೆ, ಸಮಸ್ಯೆಗಳ ಪರಿಹಾರಕ್ಕಾಗಿ ಜನಸ್ಪಂದನ ಕಾರ್ಯಕ್ರಮವನ್ನು ಹೋಬಳಿ ಹಾಗೂ ಗ್ರಾಮಮಟ್ಟದಲ್ಲಿ ಆಯೋಜಿಸಲಾಗುತ್ತಿದೆ. ಜನತಾ ದರ್ಶನ ಜನರು ತಮ್ಮ ಕುಂದು ಕೊರತೆ ಅರ್ಜಿ ಸಲ್ಲಿಸಲು ಉತ್ತಮ ವೇದಿಕೆ ಎಂದರು. [613,1037,909,1109]
article-paragraph: ಬೆಂಗಳೂರು: ಕರ್ನಾಟಕ ನಾಟಕ ಅಕಾಡೆಮಿಯು ರಂಗಭೂಮಿಗೆ ಸಂಬಂಧಿಸಿದಂತೆ, ಈ ಸಾಲಿನ ಪ್ರಕಟವಾಗಿರುವ ರಂಗಭೂಮಿಯ ಆಕರ ಗ್ರಂಥಗಳಿಗೆ ಬಹುಮಾನ ನೀಡಲು ನಿರ್ಧರಿಸಿದ್ದು 2021, 2022 ಮತ್ತು 2023ನೇ ಸಾಲಿನಲ್ಲಿ ಪ್ರಕಟವಾದ ಕೃತಿಗಳನ್ನು ಪುಸ್ತಕ ಬಹುಮಾನಕ್ಕಾಗಿ ಅರ್ಜಿ ಆಹ್ವಾನಿಸಿದೆ. [1154,1398,1511,1470]
brief-title: ನೀರು ಸರಬರಾಜು ವ್ಯತ್ಯಯ [19,304,309,334]
article-paragraph: ಪರೀಕ್ಷೆಯು ಜೂನ್ 30 ರಂದು ಬೆಳಿಗ್ಗೆ 9.30 ರಿಂದ ಮಧ್ಯಾಹ್ನ 12 ಗಂಟೆ ವರೆಗೆ ಮೊದಲ ಪತ್ರಿಕೆ, ಮಧ್ಯಾಹ್ನ 2 ರಿಂದ ಸಂಜೆ 4.30 ರವರೆಗೆ ಎರಡನೇ ಪತ್ರಿಕೆ ಪರೀಕ್ಷೆ ನಡೆಯಲಿದ್ದು 11 ಪರೀಕ್ಷಾ ಕೇಂದ್ರಗಳಲ್ಲಿ ನಿಗದಿ ಮಾಡಲಾಗಿದೆ. ಪತ್ರಿಕೆ-1 ಕ್ಕೆ 1346 ಅಭ್ಯರ್ಥಿಗಳು ಹಾಗೂ ಪತ್ರಿಕೆ-2 ಕ್ಕೆ 2546 ಅಭ್ಯರ್ಥಿಗಳು ಒಟ್ಟು 3892 ಅಭ್ಯರ್ಥಿಗಳು ಪರೀಕ್ಷೆಗೆ ಬರೆಯಲಿದ್ದಾರೆ ಎಂದರು. [331,264,618,375]
article-headline: ಟಿಇಟಿ ಪರೀಕ್ಷೆಗೆ 3892 ವಿದ್ಯಾರ್ಥಿಗಳ ನೋಂದಣಿ [459,99,1088,144]
article-headline: ಜೇನು ಹನಿ ಸಾಕಾಣಿಕ ತರಬೇತಿಯು ನಿವೃತ್ತ ಮಿಲಿಟರಿ ಯೋಧರಿಗೆ ಭವಿಷ್ಯಕ್ಕೆ ಸಹಕಾರಿ [888,1868,1517,1949]
brief-body: ರಾಮನಗರ: ಕನಕಪುರ ಟೌನ್ ಸರ್ಕಾರಿ ಉರ್ದು ಪ್ರೌಢ ಶಾಲೆಯಲ್ಲಿ ದೈಹಿಕ ಶಿಕ್ಷಣ ಶಿಕ್ಷಕರಾಗಿ ಸೇವೆ ಸಲ್ಲಿಸುತ್ತಿದ್ದವರು 2022ರ ಜೂನ್ 30 ರಿಂದ ಅನಧಿಕೃತವಾಗಿ ಗೈರು ಹಾಜರಾಗಿದ್ದು, ಈ ಪ್ರಕಟಣೆ ಹೊರಡಿಸಿದ 10 ದಿನಗಳ ಒಳಗೆ ಉಪನಿರ್ದೇಶಕರು (ಆಡಳಿತ) ಶಾಲಾ ಶಿಕ್ಷಣ ಇಲಾಖೆ, ರಾಮನಗರ ಇವರ ಮುಂದೆ ವಿಚಾರಣೆಗೆ ಹಾಜರಾಗಲು ಸೂಚಿಸಿದೆ. ತಪ್ಪಿದಲ್ಲಿ ಕರ್ನಾಟಕ ನಾಗರಿಕ ಸೇವಾ ನಿಯಮಗಳ ಅನ್ವಯ ಮುಂದಿನ ಶಿಸ್ತು ಕ್ರಮ ಜರುಗಿಸಲಾಗುವುದು. [19,978,309,1084]
article-theatre [1146,1312,1520,1848]
article-headline: ಜನನ-ಮರಣ ನೋಂದಣಿ ಪ್ರಕ್ರಿಯೆ ವಿಳಂಬ ಮಾಡುವಂತಿಲ್ಲ: ಜಿಲ್ಲಾಧಿಕಾರಿ [6,1866,671,1986]
rule [1154,1389,1511,1391]
article-paragraph: ಶೇ 24.10 ರ ಯೋಜನೆಯಲ್ಲಿ ಪರಿಶಿಷ್ಟ ಜಾತಿ ಹಾಗೂ ಪರಿಶಿಷ್ಟ ಪಂಗಡದ ಫಲಾನುಭವಿಗಳಿಗೆ ವೈದ್ಯಕೀಯ ವೆಚ್ಚ, ವಿದ್ಯಾರ್ಥಿ ವೇತನ, ಸ್ವಯಂ ಉದ್ಯೋಗಕ್ಕೆ ಸಹಾಯಧನ ನೀಡಲಾಗುವುದು. ಶೇ 7.25 ರ ಯೋಜನೆಯಲ್ಲಿ ಇತರೆ ಬಡ ವರ್ಗದವರಿಗೆ ಹಾಗೂ ಶೇ 5 ರ ಯೋಜನೆಯಲ್ಲಿ ವಿಕಲಚೇತನರಿಗೆ ಸೌಲಭ್ಯ ಒದಗಿಸಲಾಗುವುದು. [751,1492,1130,1564]
cloud-sun-icon [147,16,187,39]
article-kicker: ಕೆ.ಆರ್. ಪೇಟೆ ವಿಧಾನಸಭಾ ಕ್ಷೇತ್ರದ ಶಾಸಕ ಹೆಚ್.ಟಿ ಮಂಜು ಸಲಹೆ [331,575,1216,612]
article-kicker: ಕಲೆ,ಸಾಹಿತ್ಯ,ಪ್ರವಾಸೋದ್ಯಮ ಬೆಳವಣಿಗೆಗೆ [1270,592,1475,610]
article-paragraph: ಬುಧವಾರ ಸಮುದಾಯ ಭವನದಲ್ಲಿ ಆಯೋಜಿಸಲಾಗಿದ್ದ ಜನತಾ ದರ್ಶನ ಕಾರ್ಯಕ್ರಮ ಉದ್ಘಾಟಿಸಿ ಮಾತನಾಡಿದರು. ಸಾರ್ವಜನಿಕರು ಹಾಗೂ ಗ್ರಾಮೀಣ ಜನರು ತಮ್ಮ ಸಮಸ್ಯೆಗಳ ಪರಿಹಾರಕ್ಕಾಗಿ ತಾಲ್ಲೂಕು ಹಾಗೂ ಜಿಲ್ಲಾ ಕೇಂದ್ರಗಳಿಗೆ ಬರುವುದನ್ನು ತಪ್ಪಿಸಲು ಜನತಾ ದರ್ಶನ ಕಾರ್ಯಕ್ರಮ ಆಯೋಜಿಸಲಾಗಿದೆ ಎಂದರು. [331,826,602,918]
brief-body: ಮಂಡ್ಯ: ನಗರದ ನೀರು ಸರಬರಾಜು ಯೋಜನೆಯ ವತಿಯಿಂದ ಅತಿ ತುರ್ತು ದುರಸ್ತಿ ಕಾರ್ಯ ಕೈಗೊಳ್ಳುವ ಹಿನ್ನೆಲೆಯಲ್ಲಿ ಜೂನ್ 28 ರಂದು ಬೆಳಿಗ್ಗೆ 6 ರಿಂದ ಜೂನ್ 29 ರ ಸಂಜೆ 6 ಗಂಟೆಯವರೆಗೆ ನಗರದ ವಿವಿಧ ಬಡಾವಣೆಗಳಲ್ಲಿ ನೀರು ಸರಬರಾಜಿನಲ್ಲಿ ವ್ಯತ್ಯಯ ಉಂಟಾಗಲಿದ್ದು ಸಾರ್ವಜನಿಕರು ಸಹಕರಿಸಬೇಕಾಗಿ ಕರ್ನಾಟಕ ನಗರ ನೀರು ಸರಬರಾಜು ಮತ್ತು ಒಳಚರಂಡಿ ಮಂಡಳಿ ಮಂಡ್ಯ ನಿರ್ವಹಣಾ ಉಪವಿಭಾಗದ ಸಹಾಯಕ ಕಾರ್ಯಪಾಲಕ ಇಂಜಿನಿಯರ್ ರವರು ಮನವಿ ಮಾಡಿದ್ದಾರೆ. [19,342,309,466]
article-paragraph: ಪರೀಕ್ಷೆ ಪ್ರಾರಂಭವಾಗುವ ಮೊದಲು ಒಂದು ಗಂಟೆ ಮುಂಚಿತವಾಗಿ ಅಭ್ಯರ್ಥಿಗಳು ಪರೀಕ್ಷಾ ಕೇಂದ್ರದಲ್ಲಿ ಹಾಜರಾಗಬೇಕು. ಅಭ್ಯರ್ಥಿಗಳು ಪ್ರವೇಶಪತ್ರವನ್ನು ಹಾಗೂ ಗುರುತಿನ ಚೀಟಿಯನ್ನು ತರಬೇಕು. [331,448,618,501]
article-paragraph: ಒಂದಕ್ಕಿಂತ ಹೆಚ್ಚು ಬಿಡ್ ಗಳು ಸ್ವೀಕೃತವಾದಲ್ಲಿ ಹೆಚ್ಚಿನ ಮೊತ್ತಕ್ಕೆ ಬಿಡ್ ಮಾಡಿದವರಿಗೆ ವಾಹನ ಹಸ್ತಾಂತರಿಸಲಾಗುವುದು. ಹೆಚ್ಚಿನ ಮಾಹಿತಿಗಾಗಿ ಉಪ ಅರಣ್ಯ ಸಂರಕ್ಷಣಾಧಿಕಾರಿಗಳ ಕಚೇರಿ, ಯಲ್ಲಾಪುರ ವಿಭಾಗ ಇಲ್ಲಿ ಸಂಪರ್ಕಿಸಬಹುದು ಎಂದು ಪ್ರಕಟಣೆ ತಿಳಿಸಿದೆ. [339,1549,726,1602]
article-paragraph: ಸಭೆಯಲ್ಲಿ ಜಿಲ್ಲಾ ಪಂಚಾಯತ್ ಮುಖ್ಯ ಕಾರ್ಯನಿರ್ವಾಹಕ ಅಧಿಕಾರಿ, ಅಪರ ಜಿಲ್ಲಾಧಿಕಾರಿ, ಜಿಲ್ಲಾ ಸಾಂಖ್ಯಿಕ ಅಧಿಕಾರಿ, ಜಿಲ್ಲಾ ಆರೋಗ್ಯ ಮತ್ತು ಕುಟುಂಬ ಕಲ್ಯಾಣಾಧಿಕಾರಿ, ತಾಲ್ಲೂಕು ತಹಶೀಲ್ದಾರ್ ರು, ವಿವಿಧ ಇಲಾಖೆಗಳ ಅಧಿಕಾರಿಗಳು ಉಪಸ್ಥಿತರಿದ್ದರು. [584,2080,876,2153]
rule [751,1420,1130,1422]
brief-item [19,761,309,907]
brief-title: ಕಾಣೆಯಾದವರ ಪತ್ತೆಗೆ ಮನವಿ [19,609,309,638]
article-honey [885,1864,1520,2399]
article-paragraph: ರೈತರು ಅಥವಾ ಜನಸಾಮಾನ್ಯರು ಕರೆ ಮಾಡಿದಾಗ ಜಿಲ್ಲಾಧಿಕಾರಿಗಳು ಸ್ವೀಕರಿಸಿ ಅವರ ಸಮಸ್ಯೆಗಳನ್ನು ಆಲಿಸಿ ಪರಿಹರಿಸುತ್ತಾರೆ. ಒಂದು ವೇಳೆ ಕಾರಣಾಂತರ ವ್ಯಕ್ತಿಯಲ್ಲಿ ಬಿಡುವಿಲ್ಲದೆ ಮನವಿಗಳ ಬಗ್ಗೆ ಮಾತನಾಡುವುದಿಲ್ಲ ಎಂದರು. [331,1030,602,1102]
article-paragraph: ಕಲೆ, ಸಾಹಿತ್ಯ, ಪ್ರವಾಸೋದ್ಯಮ ಬೆಳವಣಿಗೆಗೆ ಸರ್ಕಾರಿ ಜಯಂತಿಗಳು ಪೂರಕವಾಗಬೇಕು. ಶಾಲಾ ಮಕ್ಕಳಿಗೆ ಮಹನೀಯರ ಜೀವನ ಚರಿತ್ರೆಯ ಬಗ್ಗೆ ಅರಿವು ಮೂಡಿಸುವ ಕೆಲಸ ಆಗಬೇಕು ಎಂದು ಅಭಿಪ್ರಾಯಪಟ್ಟರು. [1234,818,1511,867]
brief-body: ಮಂಡ್ಯ: ಮಂಡ್ಯ ತಾಲ್ಲೂಕು ಹನಕೆರೆ ಗ್ರಾಮದ ನಿವಾಸಿಯಾದ ಗೃಹಿಣಿ (21) ಹಾಗೂ ಅವರ ಪುತ್ರ (2) ಮನೆಯಿಂದ ಹೊರಗೆ ಹೋದವರು ಹಿಂದಿರುಗಿ ಬಂದಿರುವುದಿಲ್ಲ. ಚಹರೆ: ಕೋಲುಮುಖ, ಎಣ್ಣೆಗೆಂಪು ಬಣ್ಣ, 5 ಅಡಿ ಎತ್ತರ, ಕನ್ನಡ ಭಾಷೆ ಮಾತನಾಡುತ್ತಾರೆ. ಇವರ ಬಗ್ಗೆ ಮಾಹಿತಿ ದೊರೆತಲ್ಲಿ ಮಂಡ್ಯ ಗ್ರಾಮಾಂತರ ಪೊಲೀಸ್ ಠಾಣೆ ದೂ.ಸಂ: 9480804849 / 9480804831 ನ್ನು ಸಂಪರ್ಕಿಸಬಹುದು. [19,646,309,752]
meeting-photo [629,155,1216,335]
article-amenities [742,1312,1138,1848]
article-paragraph: ಬೆಂಗಳೂರು: ಉಪ ಅರಣ್ಯ ಸಂರಕ್ಷಣಾಧಿಕಾರಿ ಕಚೇರಿ, ಯಲ್ಲಾಪುರ ಅರಣ್ಯ ವಿಭಾಗದಲ್ಲಿ ನಿರುಪಯುಕ್ತ ಇಲಾಖಾ ವಾಹನಗಳನ್ನು ಟೆಂಡರ್ ಕಂ ಹರಾಜು ಮೂಲಕ ವಿಲೇವಾರಿ ಮಾಡಲು ಉದ್ದೇಶಿಸಲಾಗಿದೆ. ಆಸಕ್ತರು ನಿಗದಿತ ನಮೂನೆಯಲ್ಲಿ ಮೊಹರು ಮಾಡಿದ ಲಕೋಟೆಯಲ್ಲಿ ಟೆಂಡರ್ ಸಲ್ಲಿಸಬಹುದಾಗಿದೆ. [339,1404,726,1457]
article-paragraph: ಪರೀಕ್ಷಾ ನಡೆಯುವ ದಿನದಂದು ಪರೀಕ್ಷಾ ಕೇಂದ್ರಗಳ ಸುತ್ತಲೂ 200 ಮೀ ಸುತ್ತಳತೆಯಲ್ಲಿ 144 ನೇ ಕಲಂ ಜಾರಿಗೊಳಿಸಲು ಮತ್ತು ಪರೀಕ್ಷಾ ಕೇಂದ್ರಗಳ ಸಮೀಪದಲ್ಲಿರುವ ಜೆರಾಕ್ಸ್ ಅಂಗಡಿಗಳನ್ನು ಮುಚ್ಚಿಸಬೇಕು ಎಂದರು. [331,385,618,438]
article-paragraph: ಜಿಲ್ಲೆಯಲ್ಲಿ 1110 ಜನನ ಹಾಗೂ ಮರಣ ನೋಂದಣಿ ಘಟಕಗಳು ಇದ್ದು, 2024 ರ ಸಾಲಿನಲ್ಲಿ ಜನನ ಮತ್ತು ಮರಣ ಪ್ರಕರಣಗಳನ್ನು ನೋಂದಾಯಿಸಲಾಗಿದೆ. ಜನವರಿಯಿಂದ ಮೇ ಮಾಹೆಯವರೆಗೆ 3664 ಜನನ ಹಾಗೂ 4113 ಮರಣ ಸೇರಿ ಒಟ್ಟು 7777 ಜನನ-ಮರಣ ನೋಂದಣಿಯಾಗಿದೆ. [281,1998,573,2090]
